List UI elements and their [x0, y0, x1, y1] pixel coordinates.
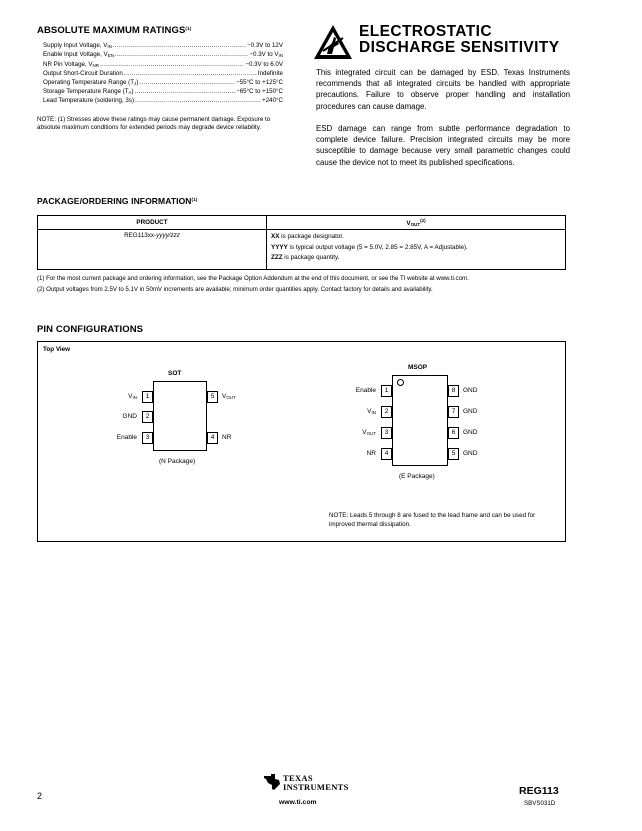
msop-pin-2: 2 — [381, 406, 392, 418]
pins-title: PIN CONFIGURATIONS — [37, 324, 144, 335]
amr-row: Output Short-Circuit Duration ..... Indefinite — [43, 70, 283, 78]
sot-pin-5: 5 — [207, 391, 218, 403]
msop-pin-4-label: NR — [366, 450, 376, 457]
msop-pin-7: 7 — [448, 406, 459, 418]
package-title: PACKAGE/ORDERING INFORMATION$^{(1)}$ — [37, 196, 198, 206]
part-number: REG113 — [519, 785, 559, 797]
esd-warning-icon — [313, 24, 353, 60]
msop-pin-2-label: $V_{IN}$ — [367, 408, 376, 415]
pins-section — [37, 324, 143, 335]
amr-row: Storage Temperature Range $(T_A)$ ..... −65°C to +150°C — [43, 88, 283, 97]
msop-note: NOTE: Leads 5 through 8 are fused to the lead frame and can be used for improved thermal dissipation. — [329, 512, 536, 528]
msop-name: MSOP — [408, 364, 428, 371]
ti-state-icon — [263, 773, 281, 791]
amr-table — [43, 42, 283, 106]
vout-cell: XX is package designator. YYYY is typical output voltage (5 = 5.0V, 2.85 = 2.85V, A = Adjustable). ZZZ is package quantity. — [267, 230, 566, 270]
sot-pin-4-label: NR — [222, 434, 232, 441]
package-table-wrap — [37, 215, 566, 270]
amr-note: NOTE: (1) Stresses above these ratings may cause permanent damage. Exposure to absolute maximum conditions for extended periods may degrade device reliability. — [37, 116, 271, 132]
ti-logo — [263, 773, 349, 809]
esd-paragraph-1: This integrated circuit can be damaged by ESD. Texas Instruments recommends that all integrated circuits be handled with appropriate precautions. Failure to observe proper handling and installation procedures can cause damage. — [316, 68, 570, 111]
sot-pin-3-label: Enable — [116, 434, 137, 441]
sot-pin-1: 1 — [142, 391, 153, 403]
msop-body — [392, 375, 448, 466]
msop-pin-5-label: GND — [463, 450, 478, 457]
msop-pin-3: 3 — [381, 427, 392, 439]
pin-config-box — [37, 341, 566, 542]
amr-row: Operating Temperature Range $(T_J)$ ..... −55°C to +125°C — [43, 79, 283, 88]
product-cell: REG113xx-yyyy/zzz — [38, 230, 267, 270]
sot-pin-2-label: GND — [122, 413, 137, 420]
amr-title: ABSOLUTE MAXIMUM RATINGS$^{(1)}$ — [37, 25, 192, 36]
msop-pin-1: 1 — [381, 385, 392, 397]
amr-row: Enable Input Voltage, $V_{EN}$ ..... −0.3V to $V_{IN}$ — [43, 51, 283, 60]
esd-title: ELECTROSTATIC DISCHARGE SENSITIVITY — [359, 23, 560, 56]
package-section — [37, 196, 197, 206]
amr-section — [37, 25, 191, 36]
amr-row: Lead Temperature (soldering, 3s) ..... +240°C — [43, 97, 283, 105]
doc-number: SBVS031D — [524, 800, 556, 807]
pin1-indicator-icon — [397, 379, 404, 386]
sot-pin-2: 2 — [142, 411, 153, 423]
sot-pin-3: 3 — [142, 432, 153, 444]
msop-pin-1-label: Enable — [355, 387, 376, 394]
sot-package: (N Package) — [159, 458, 196, 465]
col-vout-header: $V_{OUT}^{(2)}$ — [267, 216, 566, 230]
msop-pin-3-label: $V_{OUT}$ — [362, 429, 376, 436]
msop-pin-6: 6 — [448, 427, 459, 439]
msop-pin-8: 8 — [448, 385, 459, 397]
sot-pin-5-label: $V_{OUT}$ — [222, 393, 236, 400]
page-number: 2 — [37, 791, 43, 801]
ti-url: www.ti.com — [279, 799, 317, 806]
amr-row: NR Pin Voltage, $V_{NR}$ ..... −0.3V to 6.0V — [43, 61, 283, 70]
msop-pin-8-label: GND — [463, 387, 478, 394]
amr-row: Supply Input Voltage, $V_{IN}$ ..... −0.3V to 12V — [43, 42, 283, 51]
package-table — [37, 215, 566, 270]
msop-pin-5: 5 — [448, 448, 459, 460]
package-notes: (1) For the most current package and ordering information, see the Package Option Addendum at the end of this document, or see the TI website at www.ti.com. (2) Output voltages from 2.5V to 5.1V in 50mV increments are available; minimum order quantities apply. Contact factory for details and availability. — [37, 275, 469, 294]
col-product-header: PRODUCT — [38, 216, 267, 230]
msop-pin-4: 4 — [381, 448, 392, 460]
esd-paragraph-2: ESD damage can range from subtle performance degradation to complete device failure. Precision integrated circuits may be more susceptible to damage because very small parametric changes could cause the device not to meet its published specifications. — [316, 124, 570, 167]
top-view-label: Top View — [43, 346, 71, 353]
sot-pin-1-label: $V_{IN}$ — [128, 393, 137, 400]
msop-pin-6-label: GND — [463, 429, 478, 436]
ti-wordmark: TEXAS INSTRUMENTS — [283, 773, 349, 792]
msop-package: (E Package) — [399, 473, 435, 480]
sot-body — [153, 381, 207, 451]
sot-pin-4: 4 — [207, 432, 218, 444]
sot-name: SOT — [168, 370, 182, 377]
msop-pin-7-label: GND — [463, 408, 478, 415]
